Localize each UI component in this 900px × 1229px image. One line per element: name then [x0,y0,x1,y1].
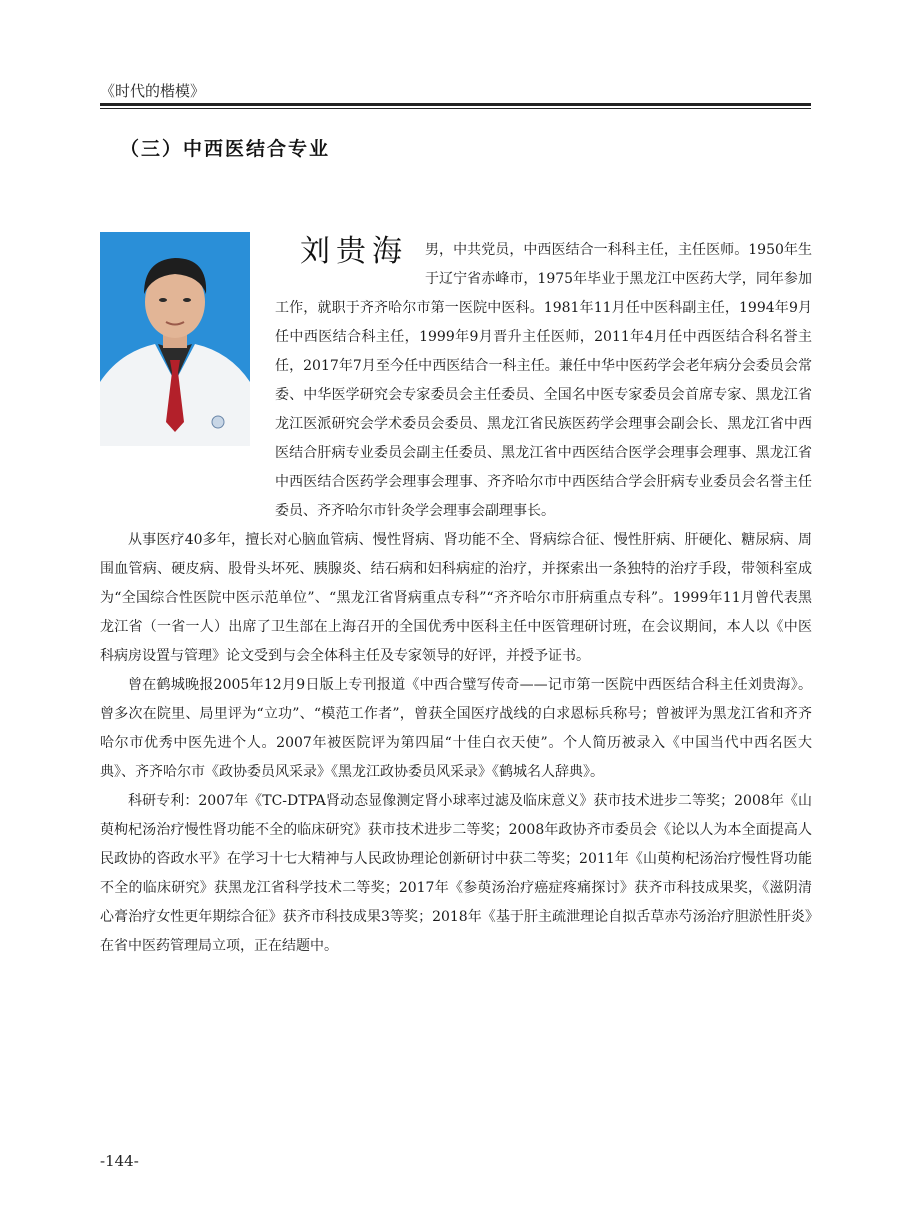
portrait-wrap-spacer [100,236,275,498]
bio-paragraph-clinical: 从事医疗40多年，擅长对心脑血管病、慢性肾病、肾功能不全、肾病综合征、慢性肝病、肝硬化、糖尿病、周围血管病、硬皮病、股骨头坏死、胰腺炎、结石病和妇科病症的治疗，并探索出一条独特的治疗手段，带领科室成为“全国综合性医院中医示范单位”、“黑龙江省肾病重点专科”“齐齐哈尔市肝病重点专科”。1999年11月曾代表黑龙江省（一省一人）出席了卫生部在上海召开的全国优秀中医科主任中医管理研讨班，在会议期间，本人以《中医科病房设置与管理》论文受到与会全体科主任及专家领导的好评，并授予证书。 [100,532,812,664]
person-name: 刘贵海 [300,234,408,269]
biography-body [100,236,812,961]
bio-intro-text: 男，中共党员，中西医结合一科科主任，主任医师。1950年生于辽宁省赤峰市，1975年毕业于黑龙江中医药大学，同年参加工作，就职于齐齐哈尔市第一医院中医科。1981年11月任中医科副主任，1994年9月任中西医结合科主任，1999年9月晋升主任医师，2011年4月任中西医结合科名誉主任，2017年7月至今任中西医结合一科主任。兼任中华中医药学会老年病分会委员会常委、中华医学研究会专家委员会主任委员、全国名中医专家委员会首席专家、黑龙江省龙江医派研究会学术委员会委员、黑龙江省民族医药学会理事会副会长、黑龙江省中西医结合肝病专业委员会副主任委员、黑龙江省中西医结合医学会理事会理事、黑龙江省中西医结合医药学会理事会理事、齐齐哈尔市中西医结合学会肝病专业委员会名誉主任委员、齐齐哈尔市针灸学会理事会副理事长。 [275,242,812,519]
header-rule-thin [100,108,811,109]
running-header-title: 《时代的楷模》 [100,82,206,100]
header-rule-thick [100,103,811,106]
name-line [300,226,820,270]
bio-paragraph-honors: 曾在鹤城晚报2005年12月9日版上专刊报道《中西合璧写传奇——记市第一医院中西医结合科主任刘贵海》。曾多次在院里、局里评为“立功”、“模范工作者”，曾获全国医疗战线的白求恩标兵称号；曾被评为黑龙江省和齐齐哈尔市优秀中医先进个人。2007年被医院评为第四届“十佳白衣天使”。个人简历被录入《中国当代中西名医大典》、齐齐哈尔市《政协委员风采录》《黑龙江政协委员风采录》《鹤城名人辞典》。 [100,677,812,780]
section-heading: （三）中西医结合专业 [120,138,331,160]
page-number: -144- [100,1152,139,1170]
bio-paragraph-research: 科研专利：2007年《TC-DTPA肾动态显像测定肾小球率过滤及临床意义》获市技术进步二等奖；2008年《山萸枸杞汤治疗慢性肾功能不全的临床研究》获市技术进步二等奖；2008年政协齐市委员会《论以人为本全面提高人民政协的咨政水平》在学习十七大精神与人民政协理论创新研讨中获二等奖；2011年《山萸枸杞汤治疗慢性肾功能不全的临床研究》获黑龙江省科学技术二等奖；2017年《参萸汤治疗癌症疼痛探讨》获齐市科技成果奖，《滋阴清心膏治疗女性更年期综合征》获齐市科技成果3等奖；2018年《基于肝主疏泄理论自拟舌草赤芍汤治疗胆淤性肝炎》在省中医药管理局立项，正在结题中。 [100,793,812,954]
